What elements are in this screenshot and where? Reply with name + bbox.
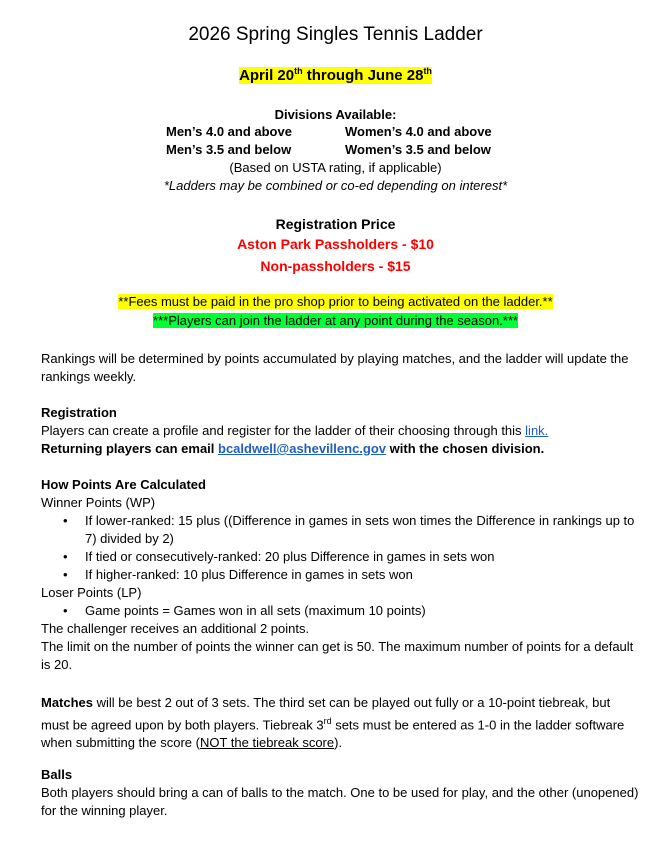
division-men-4-0: Men’s 4.0 and above <box>166 124 292 139</box>
division-women-4-0: Women’s 4.0 and above <box>345 124 492 139</box>
list-item: • If higher-ranked: 10 plus Difference in games in sets won <box>41 566 641 584</box>
price-heading: Registration Price <box>275 216 396 232</box>
matches-paragraph: Matches will be best 2 out of 3 sets. The third set can be played out fully or a 10-point tiebreak, but must be agreed upon by both players. Tiebreak 3rd sets must be entered as 1-0 in the ladder software when submitting the score (NOT the tiebreak score). <box>41 695 625 751</box>
registration-link[interactable]: link. <box>525 423 549 438</box>
season-dates-highlight: April 20th through June 28th <box>239 66 432 84</box>
season-dates <box>0 66 671 84</box>
rankings-paragraph: Rankings will be determined by points accumulated by playing matches, and the ladder will update the rankings weekly. <box>41 351 629 384</box>
divisions-heading: Divisions Available: <box>274 107 397 122</box>
price-passholders: Aston Park Passholders - $10 <box>237 236 434 252</box>
usta-note: (Based on USTA rating, if applicable) <box>229 160 442 175</box>
winner-points-heading: Winner Points (WP) <box>41 495 156 510</box>
fees-notice: **Fees must be paid in the pro shop prior to being activated on the ladder.** <box>118 294 553 309</box>
combined-note: *Ladders may be combined or co-ed depending on interest* <box>163 178 508 193</box>
list-item: • If tied or consecutively-ranked: 20 plus Difference in games in sets won <box>41 548 641 566</box>
division-men-3-5: Men’s 3.5 and below <box>166 142 292 157</box>
loser-points-list <box>41 602 641 620</box>
registration-paragraph: Players can create a profile and register for the ladder of their choosing through this link. Returning players can email bcaldwell@ashevillenc.gov with the chosen division. <box>41 423 549 456</box>
division-women-3-5: Women’s 3.5 and below <box>345 142 491 157</box>
email-link[interactable]: bcaldwell@ashevillenc.gov <box>218 441 387 456</box>
price-non-passholders: Non-passholders - $15 <box>260 258 411 274</box>
points-heading: How Points Are Calculated <box>41 477 206 492</box>
join-notice: ***Players can join the ladder at any point during the season.*** <box>153 313 518 328</box>
loser-points-heading: Loser Points (LP) <box>41 585 142 600</box>
challenger-note: The challenger receives an additional 2 points. <box>41 621 310 636</box>
registration-heading: Registration <box>41 405 117 420</box>
page-title: 2026 Spring Singles Tennis Ladder <box>188 24 483 45</box>
balls-heading: Balls <box>41 767 73 782</box>
balls-paragraph: Both players should bring a can of balls to the match. One to be used for play, and the other (unopened) for the winning player. <box>41 785 639 818</box>
points-limit-note: The limit on the number of points the winner can get is 50. The maximum number of points for a default is 20. <box>41 639 634 672</box>
winner-points-list <box>41 512 641 584</box>
list-item: • Game points = Games won in all sets (maximum 10 points) <box>41 602 641 620</box>
list-item: • If lower-ranked: 15 plus ((Difference in games in sets won times the Difference in rankings up to 7) divided by 2) <box>41 512 641 548</box>
